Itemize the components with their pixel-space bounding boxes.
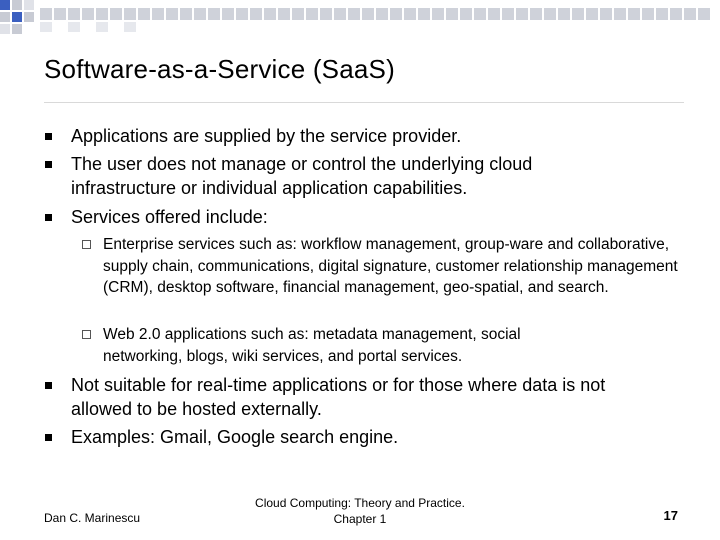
page-number: 17 — [663, 508, 678, 523]
bullet-item — [71, 124, 681, 148]
footer-book-line: Cloud Computing: Theory and Practice. — [255, 496, 465, 510]
sub-bullet-text: Enterprise services such as: workflow management, group-ware and collaborative, supply chain, communications, digital signature, customer relationship management (CRM), desktop software, financial management, geo-spatial, and search. — [103, 236, 678, 296]
title-divider — [44, 102, 684, 103]
header-decoration — [0, 0, 720, 40]
hollow-square-icon — [82, 240, 91, 249]
bullet-text: Examples: Gmail, Google search engine. — [71, 427, 399, 447]
sub-bullet-item — [103, 324, 603, 367]
filled-square-icon — [45, 382, 52, 389]
bullet-item — [71, 373, 671, 421]
footer-book — [220, 495, 500, 527]
footer-chapter-line: Chapter 1 — [333, 512, 387, 526]
bullet-item — [71, 205, 681, 229]
footer-author: Dan C. Marinescu — [44, 511, 141, 525]
bullet-text: Services offered include: — [71, 207, 268, 227]
sub-bullet-item — [103, 234, 693, 299]
slide-title: Software-as-a-Service (SaaS) — [44, 54, 395, 84]
bullet-item — [71, 425, 681, 449]
bullet-text: The user does not manage or control the underlying cloud infrastructure or individual application capabilities. — [71, 154, 533, 198]
sub-bullet-text: Web 2.0 applications such as: metadata management, social networking, blogs, wiki services, and portal services. — [103, 326, 521, 365]
bullet-text: Not suitable for real-time applications or for those where data is not allowed to be hosted externally. — [71, 375, 606, 419]
filled-square-icon — [45, 214, 52, 221]
bullet-item — [71, 152, 631, 200]
bullet-text: Applications are supplied by the service provider. — [71, 126, 462, 146]
filled-square-icon — [45, 133, 52, 140]
filled-square-icon — [45, 434, 52, 441]
filled-square-icon — [45, 161, 52, 168]
hollow-square-icon — [82, 330, 91, 339]
